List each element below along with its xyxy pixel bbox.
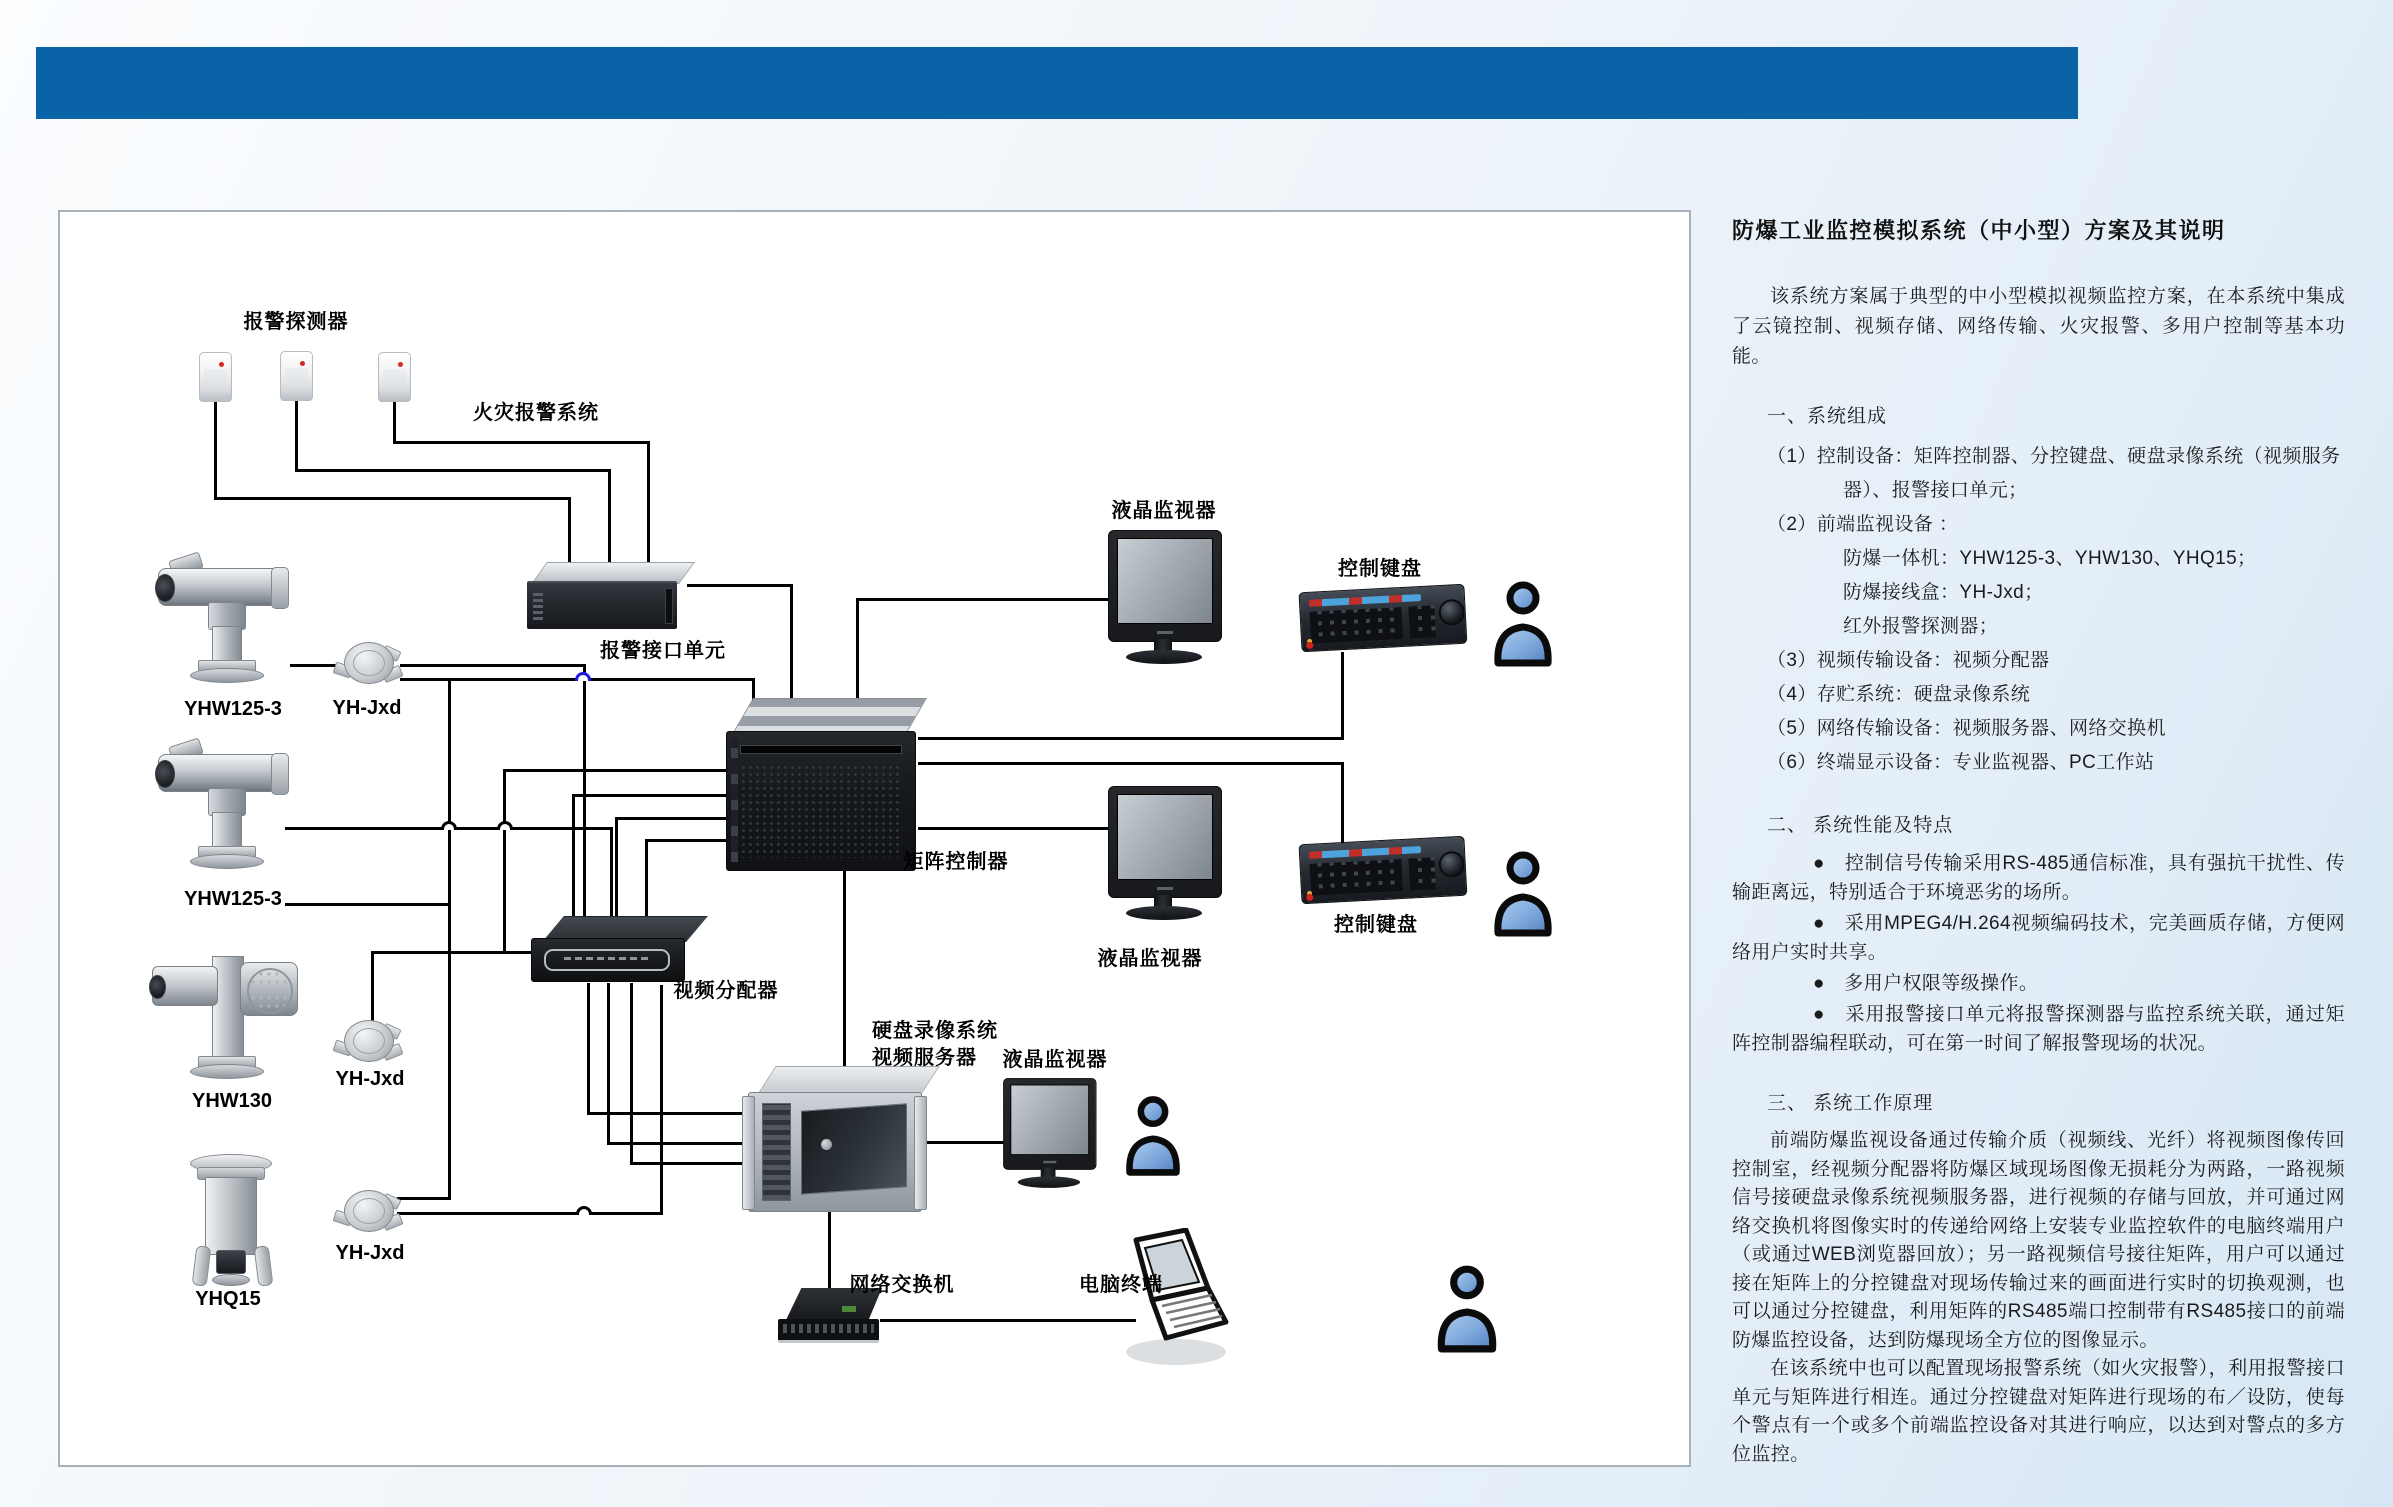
- body-paragraph: 在该系统中也可以配置现场报警系统（如火灾报警），利用报警接口单元与矩阵进行相连。通过分控键盘对矩阵进行现场的布／设防，使每个警点有一个或多个前端监控设备对其进行响应，以达到对警点的多方位监控。: [1732, 1358, 2345, 1465]
- list-item: （4）存贮系统：硬盘录像系统: [1767, 684, 2031, 705]
- list-subitem: 防爆接线盒：YH-Jxd；: [1843, 582, 2044, 603]
- video-wire: [856, 598, 1112, 601]
- bullet-item: ● 采用MPEG4/H.264视频编码技术，完美画质存储，方便网络用户实时共享。: [1732, 913, 2345, 963]
- lcd-monitor-icon: [1003, 1078, 1095, 1170]
- video-wire: [790, 584, 793, 702]
- video-wire: [503, 770, 506, 954]
- rack-front-face: [527, 581, 677, 629]
- label-lcd-monitor-2: 液晶监视器: [1097, 948, 1203, 970]
- junction-box-icon: [334, 1186, 402, 1240]
- video-wire: [503, 769, 730, 772]
- video-wire: [587, 983, 590, 1115]
- lcd-monitor-icon: [1108, 786, 1220, 898]
- label-alarm-interface-unit: 报警接口单元: [600, 640, 726, 662]
- wire-hop: [497, 821, 513, 830]
- video-wire: [607, 983, 610, 1145]
- video-wire: [393, 400, 396, 444]
- section-2-heading: 二、 系统性能及特点: [1767, 815, 1954, 836]
- video-wire: [397, 1212, 663, 1215]
- alarm-detector-icon: [199, 352, 232, 402]
- label-matrix-controller: 矩阵控制器: [903, 851, 1009, 873]
- video-wire: [630, 983, 633, 1165]
- control-wire-black: [1341, 652, 1344, 740]
- video-wire: [607, 1142, 752, 1145]
- label-fire-alarm-system: 火灾报警系统: [473, 402, 599, 424]
- list-item: （3）视频传输设备：视频分配器: [1767, 650, 2050, 671]
- video-wire: [645, 839, 730, 842]
- bullet-item: ● 控制信号传输采用RS-485通信标准，具有强抗干扰性、传输距离远，特别适合于环境恶劣的场所。: [1732, 853, 2345, 903]
- ptz-camera-yhw125-icon: [150, 738, 300, 888]
- junction-box-icon: [334, 638, 402, 692]
- user-person-icon: [1434, 1262, 1500, 1359]
- alarm-detector-icon: [378, 352, 411, 402]
- page-title: 防爆工业监控模拟系统（中小型）方案及其说明: [1732, 218, 2226, 243]
- label-junction-1: YH-Jxd: [332, 697, 402, 719]
- video-wire: [393, 441, 650, 444]
- label-junction-2: YH-Jxd: [335, 1068, 405, 1090]
- label-camera-yhw125-1: YHW125-3: [184, 698, 282, 720]
- video-wire: [856, 598, 859, 702]
- header-bar: [36, 47, 2078, 119]
- network-wire: [880, 1319, 1136, 1322]
- video-wire: [925, 1141, 1007, 1144]
- network-wire: [828, 1210, 831, 1292]
- label-camera-yhw130: YHW130: [191, 1090, 273, 1112]
- list-subitem: 防爆一体机：YHW125-3、YHW130、YHQ15；: [1843, 548, 2257, 569]
- video-wire: [295, 469, 611, 472]
- video-wire: [660, 985, 663, 1215]
- label-camera-yhw125-2: YHW125-3: [184, 888, 282, 910]
- control-keyboard-icon: [1298, 834, 1467, 909]
- section-1-heading: 一、系统组成: [1767, 406, 1888, 427]
- video-wire: [572, 794, 730, 797]
- video-wire: [630, 1162, 752, 1165]
- control-wire-black: [1341, 762, 1344, 844]
- video-wire: [214, 497, 571, 500]
- control-keyboard-icon: [1298, 582, 1467, 657]
- lcd-monitor-icon: [1108, 530, 1220, 642]
- video-wire: [400, 664, 586, 667]
- label-dvr-subtitle: 视频服务器: [872, 1047, 977, 1069]
- alarm-interface-unit-icon: [527, 562, 689, 630]
- video-wire: [295, 398, 298, 472]
- control-wire-black: [918, 762, 1343, 765]
- list-item: （6）终端显示设备：专业监视器、PC工作站: [1767, 752, 2155, 773]
- label-control-keyboard-1: 控制键盘: [1338, 558, 1422, 580]
- wire-hop: [576, 1206, 592, 1215]
- dvr-server-icon: [748, 1066, 930, 1214]
- control-wire-black: [918, 737, 1343, 740]
- video-wire: [615, 817, 618, 920]
- bullet-item: ● 多用户权限等级操作。: [1813, 973, 2039, 994]
- network-switch-icon: [778, 1288, 884, 1350]
- ptz-camera-yhw130-icon: [148, 948, 310, 1093]
- video-wire: [610, 827, 613, 920]
- video-wire: [687, 584, 793, 587]
- video-wire: [647, 441, 650, 567]
- video-wire: [583, 664, 586, 920]
- bullet-item: ● 采用报警接口单元将报警探测器与监控系统关联，通过矩阵控制器编程联动，可在第一时间了解报警现场的状况。: [1732, 1004, 2345, 1054]
- wire-hop: [441, 821, 457, 830]
- video-wire: [608, 469, 611, 567]
- alarm-detector-icon: [280, 351, 313, 401]
- label-control-keyboard-2: 控制键盘: [1334, 914, 1418, 936]
- label-dvr-title: 硬盘录像系统: [872, 1020, 998, 1042]
- label-video-distributor: 视频分配器: [673, 980, 779, 1002]
- video-wire: [371, 952, 374, 1022]
- video-wire: [918, 827, 1112, 830]
- label-camera-yhq15: YHQ15: [195, 1288, 261, 1310]
- wire-hop: [575, 672, 591, 681]
- list-item: （5）网络传输设备：视频服务器、网络交换机: [1767, 718, 2166, 739]
- video-wire: [843, 868, 846, 1072]
- camera-yhq15-icon: [190, 1150, 275, 1290]
- user-person-icon: [1124, 1092, 1182, 1183]
- article-column: [1732, 206, 2345, 1469]
- video-wire: [371, 951, 533, 954]
- label-lcd-monitor-1: 液晶监视器: [1111, 500, 1217, 522]
- list-subitem: 红外报警探测器；: [1843, 616, 1999, 637]
- label-junction-3: YH-Jxd: [335, 1242, 405, 1264]
- rs485-wire: [448, 678, 451, 1200]
- intro-paragraph: 该系统方案属于典型的中小型模拟视频监控方案，在本系统中集成了云镜控制、视频存储、网络传输、火灾报警、多用户控制等基本功能。: [1732, 286, 2345, 367]
- user-person-icon: [1492, 578, 1554, 673]
- rs485-wire: [285, 903, 451, 906]
- body-paragraph: 前端防爆监视设备通过传输介质（视频线、光纤）将视频图像传回控制室，经视频分配器将防爆区域现场图像无损耗分为两路，一路视频信号接硬盘录像系统视频服务器，进行视频的存储与回放，并可通过网络交换机将图像实时的传递给网络上安装专业监控软件的电脑终端用户（或通过WEB浏览器回放）；另一路视频信号接往矩阵，用户可以通过接在矩阵上的分控键盘对现场传输过来的画面进行实时的切换观测，也可以通过分控键盘，利用矩阵的RS485端口控制带有RS485接口的前端防爆监控设备，达到防爆现场全方位的图像显示。: [1732, 1130, 2345, 1351]
- section-3-heading: 三、 系统工作原理: [1767, 1093, 1934, 1114]
- label-network-switch: 网络交换机: [849, 1274, 955, 1296]
- video-wire: [568, 497, 571, 567]
- list-item: （2）前端监视设备 ：: [1767, 514, 1959, 535]
- video-wire: [214, 400, 217, 500]
- label-lcd-monitor-3: 液晶监视器: [1002, 1049, 1108, 1071]
- label-pc-terminal: 电脑终端: [1079, 1274, 1163, 1296]
- junction-box-icon: [334, 1016, 402, 1070]
- video-wire: [615, 817, 730, 820]
- label-alarm-detector: 报警探测器: [243, 311, 349, 333]
- video-wire: [587, 1112, 752, 1115]
- matrix-controller-icon: [726, 698, 922, 870]
- rs485-wire: [397, 1197, 451, 1200]
- video-wire: [572, 794, 575, 920]
- list-item: （1）控制设备：矩阵控制器、分控键盘、硬盘录像系统（视频服务器）、报警接口单元；: [1767, 446, 2341, 501]
- video-wire: [645, 839, 648, 920]
- laptop-icon: [1122, 1228, 1234, 1375]
- ptz-camera-yhw125-icon: [150, 552, 300, 702]
- user-person-icon: [1492, 848, 1554, 943]
